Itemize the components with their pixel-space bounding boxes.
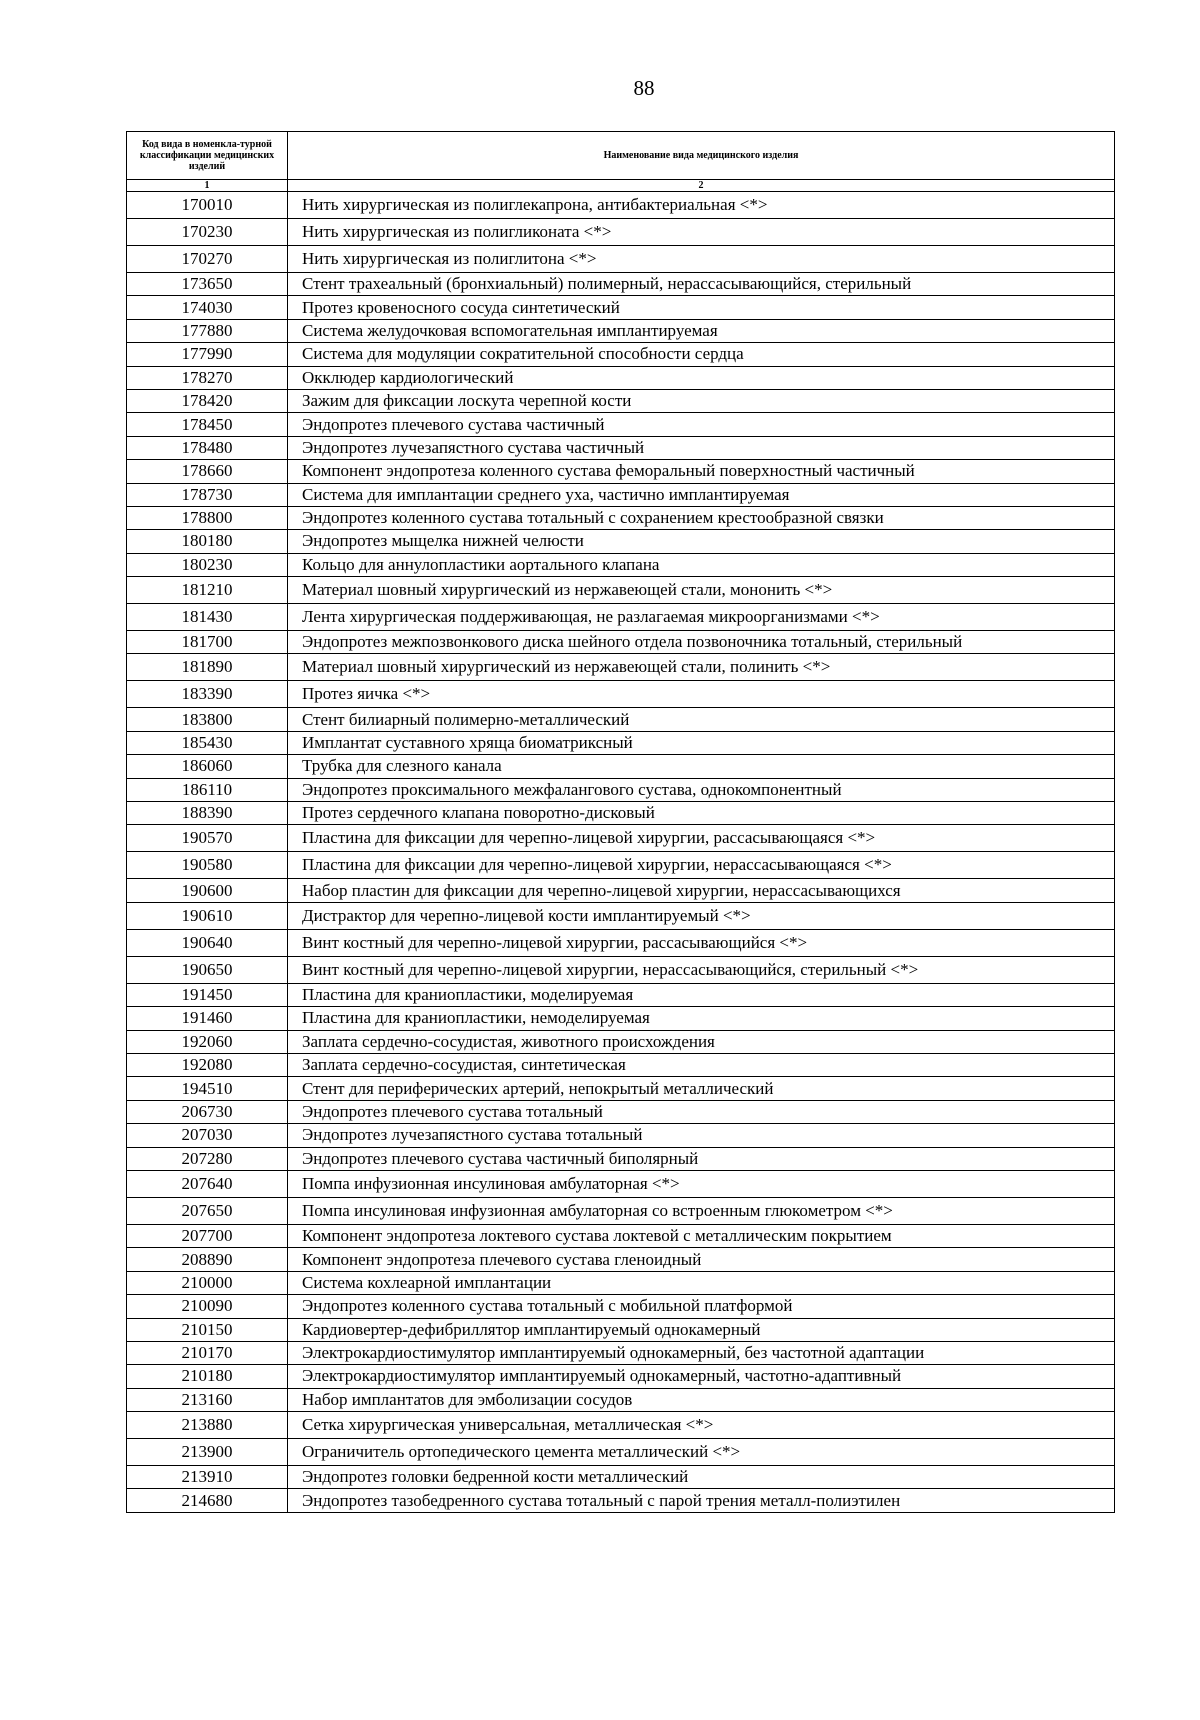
header-name-column: Наименование вида медицинского изделия: [288, 132, 1115, 180]
table-row: [127, 731, 1115, 754]
device-name: Система кохлеарной имплантации: [288, 1271, 1115, 1294]
table-row: [127, 219, 1115, 246]
table-row: [127, 246, 1115, 273]
device-code: 190640: [127, 929, 288, 956]
device-name: Ограничитель ортопедического цемента металлический <*>: [288, 1439, 1115, 1466]
table-row: [127, 929, 1115, 956]
table-row: [127, 319, 1115, 342]
table-row: [127, 483, 1115, 506]
device-name: Дистрактор для черепно-лицевой кости имплантируемый <*>: [288, 902, 1115, 929]
table-row: [127, 530, 1115, 553]
table-row: [127, 1248, 1115, 1271]
device-name: Эндопротез головки бедренной кости металлический: [288, 1466, 1115, 1489]
device-name: Эндопротез тазобедренного сустава тотальный с парой трения металл-полиэтилен: [288, 1489, 1115, 1512]
table-row: [127, 1365, 1115, 1388]
device-code: 208890: [127, 1248, 288, 1271]
device-name: Эндопротез мыщелка нижней челюсти: [288, 530, 1115, 553]
device-code: 181700: [127, 631, 288, 654]
device-name: Кардиовертер-дефибриллятор имплантируемый однокамерный: [288, 1318, 1115, 1341]
device-code: 181430: [127, 604, 288, 631]
column-number-1: 1: [127, 180, 288, 192]
device-code: 190650: [127, 956, 288, 983]
device-code: 178800: [127, 506, 288, 529]
device-code: 207700: [127, 1224, 288, 1247]
device-code: 190600: [127, 879, 288, 902]
device-name: Эндопротез коленного сустава тотальный с мобильной платформой: [288, 1295, 1115, 1318]
table-row: [127, 192, 1115, 219]
table-row: [127, 1439, 1115, 1466]
device-code: 191450: [127, 983, 288, 1006]
device-name: Система для имплантации среднего уха, частично имплантируемая: [288, 483, 1115, 506]
device-name: Кольцо для аннулопластики аортального клапана: [288, 553, 1115, 576]
device-name: Система для модуляции сократительной способности сердца: [288, 343, 1115, 366]
device-name: Система желудочковая вспомогательная имплантируемая: [288, 319, 1115, 342]
device-name: Пластина для фиксации для черепно-лицевой хирургии, рассасывающаяся <*>: [288, 825, 1115, 852]
device-name: Лента хирургическая поддерживающая, не разлагаемая микроорганизмами <*>: [288, 604, 1115, 631]
table-row: [127, 1341, 1115, 1364]
table-row: [127, 553, 1115, 576]
table-row: [127, 654, 1115, 681]
device-code: 210180: [127, 1365, 288, 1388]
device-name: Помпа инфузионная инсулиновая амбулаторная <*>: [288, 1170, 1115, 1197]
device-name: Протез яичка <*>: [288, 681, 1115, 708]
table-row: [127, 460, 1115, 483]
table-row: [127, 1224, 1115, 1247]
table-row: [127, 1295, 1115, 1318]
table-row: [127, 506, 1115, 529]
table-row: [127, 852, 1115, 879]
device-name: Эндопротез лучезапястного сустава тотальный: [288, 1124, 1115, 1147]
device-code: 178420: [127, 389, 288, 412]
table-row: [127, 879, 1115, 902]
device-code: 194510: [127, 1077, 288, 1100]
device-code: 207650: [127, 1197, 288, 1224]
device-name: Пластина для краниопластики, моделируемая: [288, 983, 1115, 1006]
table-row: [127, 366, 1115, 389]
table-row: [127, 631, 1115, 654]
device-code: 173650: [127, 273, 288, 296]
table-row: [127, 413, 1115, 436]
device-name: Пластина для фиксации для черепно-лицевой хирургии, нерассасывающаяся <*>: [288, 852, 1115, 879]
device-name: Электрокардиостимулятор имплантируемый однокамерный, частотно-адаптивный: [288, 1365, 1115, 1388]
device-name: Эндопротез межпозвонкового диска шейного отдела позвоночника тотальный, стерильный: [288, 631, 1115, 654]
device-code: 183800: [127, 708, 288, 731]
device-name: Набор имплантатов для эмболизации сосудов: [288, 1388, 1115, 1411]
table-row: [127, 802, 1115, 825]
device-code: 174030: [127, 296, 288, 319]
device-name: Винт костный для черепно-лицевой хирургии, нерассасывающийся, стерильный <*>: [288, 956, 1115, 983]
device-name: Стент билиарный полимерно-металлический: [288, 708, 1115, 731]
device-name: Зажим для фиксации лоскута черепной кости: [288, 389, 1115, 412]
device-code: 180180: [127, 530, 288, 553]
device-name: Протез кровеносного сосуда синтетический: [288, 296, 1115, 319]
table-row: [127, 273, 1115, 296]
device-name: Эндопротез лучезапястного сустава частичный: [288, 436, 1115, 459]
device-code: 190570: [127, 825, 288, 852]
device-name: Нить хирургическая из полиглекапрона, антибактериальная <*>: [288, 192, 1115, 219]
device-name: Помпа инсулиновая инфузионная амбулаторная со встроенным глюкометром <*>: [288, 1197, 1115, 1224]
device-code: 180230: [127, 553, 288, 576]
device-code: 185430: [127, 731, 288, 754]
table-row: [127, 604, 1115, 631]
table-row: [127, 1271, 1115, 1294]
device-name: Стент трахеальный (бронхиальный) полимерный, нерассасывающийся, стерильный: [288, 273, 1115, 296]
device-code: 214680: [127, 1489, 288, 1512]
device-code: 181890: [127, 654, 288, 681]
device-code: 192080: [127, 1053, 288, 1076]
device-code: 170010: [127, 192, 288, 219]
device-code: 207280: [127, 1147, 288, 1170]
device-name: Материал шовный хирургический из нержавеющей стали, мононить <*>: [288, 577, 1115, 604]
table-row: [127, 708, 1115, 731]
device-code: 178660: [127, 460, 288, 483]
device-name: Компонент эндопротеза локтевого сустава локтевой с металлическим покрытием: [288, 1224, 1115, 1247]
table-row: [127, 1197, 1115, 1224]
device-code: 191460: [127, 1007, 288, 1030]
device-name: Заплата сердечно-сосудистая, синтетическая: [288, 1053, 1115, 1076]
device-code: 213900: [127, 1439, 288, 1466]
device-code: 207640: [127, 1170, 288, 1197]
device-name: Эндопротез коленного сустава тотальный с сохранением крестообразной связки: [288, 506, 1115, 529]
device-name: Эндопротез плечевого сустава тотальный: [288, 1100, 1115, 1123]
device-name: Стент для периферических артерий, непокрытый металлический: [288, 1077, 1115, 1100]
device-code: 210170: [127, 1341, 288, 1364]
table-row: [127, 577, 1115, 604]
table-row: [127, 902, 1115, 929]
device-code: 186060: [127, 755, 288, 778]
device-code: 188390: [127, 802, 288, 825]
header-code-column: Код вида в номенкла-турной классификации медицинских изделий: [127, 132, 288, 180]
medical-device-table: [126, 131, 1115, 1513]
table-row: [127, 755, 1115, 778]
device-code: 206730: [127, 1100, 288, 1123]
device-name: Пластина для краниопластики, немоделируемая: [288, 1007, 1115, 1030]
device-name: Имплантат суставного хряща биоматриксный: [288, 731, 1115, 754]
device-name: Эндопротез проксимального межфалангового сустава, однокомпонентный: [288, 778, 1115, 801]
column-number-row: [127, 180, 1115, 192]
column-number-2: 2: [288, 180, 1115, 192]
device-code: 178450: [127, 413, 288, 436]
device-code: 210000: [127, 1271, 288, 1294]
device-name: Эндопротез плечевого сустава частичный биполярный: [288, 1147, 1115, 1170]
table-row: [127, 436, 1115, 459]
device-name: Компонент эндопротеза коленного сустава феморальный поверхностный частичный: [288, 460, 1115, 483]
table-row: [127, 778, 1115, 801]
table-row: [127, 681, 1115, 708]
table-row: [127, 1007, 1115, 1030]
table-row: [127, 1053, 1115, 1076]
device-code: 213910: [127, 1466, 288, 1489]
device-name: Компонент эндопротеза плечевого сустава гленоидный: [288, 1248, 1115, 1271]
device-code: 210150: [127, 1318, 288, 1341]
device-name: Окклюдер кардиологический: [288, 366, 1115, 389]
table-row: [127, 1318, 1115, 1341]
table-row: [127, 956, 1115, 983]
table-row: [127, 825, 1115, 852]
device-code: 170270: [127, 246, 288, 273]
table-row: [127, 1100, 1115, 1123]
table-row: [127, 1030, 1115, 1053]
device-name: Материал шовный хирургический из нержавеющей стали, полинить <*>: [288, 654, 1115, 681]
table-header-row: [127, 132, 1115, 180]
device-code: 181210: [127, 577, 288, 604]
table-row: [127, 1077, 1115, 1100]
device-code: 178270: [127, 366, 288, 389]
device-code: 210090: [127, 1295, 288, 1318]
device-name: Заплата сердечно-сосудистая, животного происхождения: [288, 1030, 1115, 1053]
device-name: Трубка для слезного канала: [288, 755, 1115, 778]
table-row: [127, 1147, 1115, 1170]
device-name: Набор пластин для фиксации для черепно-лицевой хирургии, нерассасывающихся: [288, 879, 1115, 902]
device-name: Эндопротез плечевого сустава частичный: [288, 413, 1115, 436]
table-row: [127, 389, 1115, 412]
table-row: [127, 1489, 1115, 1512]
table-row: [127, 1170, 1115, 1197]
table-row: [127, 983, 1115, 1006]
table-row: [127, 1124, 1115, 1147]
device-code: 213160: [127, 1388, 288, 1411]
device-name: Электрокардиостимулятор имплантируемый однокамерный, без частотной адаптации: [288, 1341, 1115, 1364]
table-row: [127, 296, 1115, 319]
table-row: [127, 1388, 1115, 1411]
device-code: 207030: [127, 1124, 288, 1147]
device-code: 190580: [127, 852, 288, 879]
table-row: [127, 1466, 1115, 1489]
device-code: 177990: [127, 343, 288, 366]
page-number: 88: [633, 76, 655, 100]
device-code: 213880: [127, 1412, 288, 1439]
device-code: 192060: [127, 1030, 288, 1053]
table-row: [127, 1412, 1115, 1439]
device-code: 170230: [127, 219, 288, 246]
device-name: Нить хирургическая из полигликоната <*>: [288, 219, 1115, 246]
device-code: 177880: [127, 319, 288, 342]
device-name: Сетка хирургическая универсальная, металлическая <*>: [288, 1412, 1115, 1439]
device-code: 186110: [127, 778, 288, 801]
device-name: Протез сердечного клапана поворотно-дисковый: [288, 802, 1115, 825]
device-code: 178480: [127, 436, 288, 459]
device-code: 190610: [127, 902, 288, 929]
device-name: Нить хирургическая из полиглитона <*>: [288, 246, 1115, 273]
device-name: Винт костный для черепно-лицевой хирургии, рассасывающийся <*>: [288, 929, 1115, 956]
device-code: 178730: [127, 483, 288, 506]
device-code: 183390: [127, 681, 288, 708]
table-row: [127, 343, 1115, 366]
